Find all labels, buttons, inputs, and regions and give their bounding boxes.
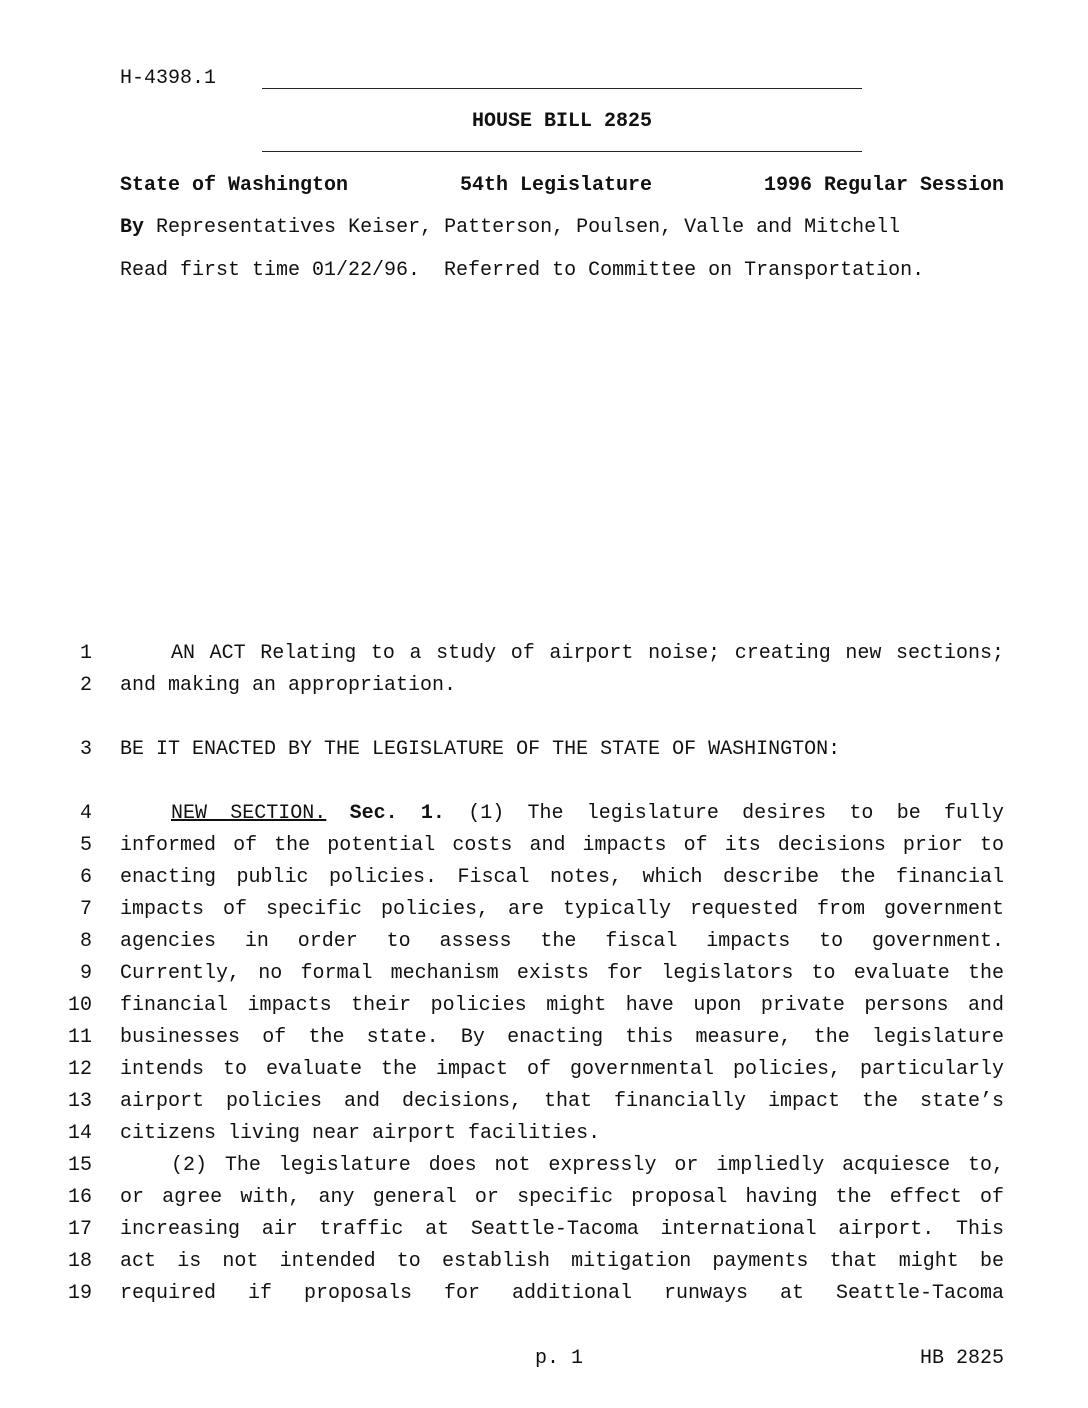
body-line: and making an appropriation. — [120, 674, 457, 697]
line-number: 3 — [79, 738, 92, 761]
body-line: increasing air traffic at Seattle-Tacoma international airport. This — [120, 1218, 1004, 1241]
line-number: 6 — [79, 866, 92, 889]
sponsors-names: Representatives Keiser, Patterson, Poulsen, Valle and Mitchell — [156, 216, 901, 239]
bill-footer-id: HB 2825 — [919, 1347, 1004, 1370]
body-line: required if proposals for additional runways at Seattle-Tacoma — [120, 1282, 1004, 1305]
doc-id: H-4398.1 — [120, 67, 217, 90]
line-number: 16 — [68, 1186, 93, 1209]
state-name: State of Washington — [120, 174, 349, 197]
line-number: 19 — [68, 1282, 93, 1305]
reading-line: Read first time 01/22/96. Referred to Committee on Transportation. — [120, 259, 925, 282]
header-rule-top — [262, 88, 862, 89]
line-number: 13 — [68, 1090, 93, 1113]
line-number: 4 — [79, 802, 92, 825]
body-line: airport policies and decisions, that financially impact the state’s — [120, 1090, 1004, 1113]
body-line: financial impacts their policies might have upon private persons and — [120, 994, 1004, 1017]
line-number: 9 — [79, 962, 92, 985]
body-line: (2) The legislature does not expressly or impliedly acquiesce to, — [171, 1154, 1004, 1177]
line-number: 5 — [79, 834, 92, 857]
body-line: Currently, no formal mechanism exists for legislators to evaluate the — [120, 962, 1004, 985]
line-number: 2 — [79, 674, 92, 697]
body-line: intends to evaluate the impact of governmental policies, particularly — [120, 1058, 1004, 1081]
header-rule-bottom — [262, 151, 862, 152]
body-line: AN ACT Relating to a study of airport noise; creating new sections; — [171, 642, 1004, 665]
body-line: businesses of the state. By enacting this measure, the legislature — [120, 1026, 1004, 1049]
line-number: 14 — [68, 1122, 93, 1145]
bill-title: HOUSE BILL 2825 — [471, 110, 653, 133]
line-number: 7 — [79, 898, 92, 921]
body-line: NEW SECTION. Sec. 1. (1) The legislature desires to be fully — [171, 802, 1005, 825]
new-section-label: NEW SECTION. — [171, 802, 327, 825]
line-number: 17 — [68, 1218, 93, 1241]
line-number: 15 — [68, 1154, 93, 1177]
sponsors-prefix: By — [120, 216, 145, 239]
body-line: or agree with, any general or specific proposal having the effect of — [120, 1186, 1004, 1209]
session-name: 1996 Regular Session — [763, 174, 1004, 197]
body-line: informed of the potential costs and impacts of its decisions prior to — [120, 834, 1004, 857]
line-number: 12 — [68, 1058, 93, 1081]
line-number: 18 — [68, 1250, 93, 1273]
body-line: impacts of specific policies, are typically requested from government — [120, 898, 1004, 921]
line-number: 1 — [79, 642, 92, 665]
body-line: agencies in order to assess the fiscal impacts to government. — [120, 930, 1004, 953]
line-number: 10 — [68, 994, 93, 1017]
page-number: p. 1 — [535, 1347, 584, 1370]
sponsors-line — [120, 216, 900, 240]
section-number: Sec. 1. — [349, 802, 445, 825]
line-number: 8 — [79, 930, 92, 953]
legislature-number: 54th Legislature — [459, 174, 653, 197]
body-line: citizens living near airport facilities. — [120, 1122, 601, 1145]
body-line: act is not intended to establish mitigation payments that might be — [120, 1250, 1004, 1273]
enacting-clause: BE IT ENACTED BY THE LEGISLATURE OF THE STATE OF WASHINGTON: — [120, 738, 841, 761]
session-info-row — [120, 174, 1004, 198]
body-line: enacting public policies. Fiscal notes, which describe the financial — [120, 866, 1004, 889]
line-number: 11 — [68, 1026, 93, 1049]
